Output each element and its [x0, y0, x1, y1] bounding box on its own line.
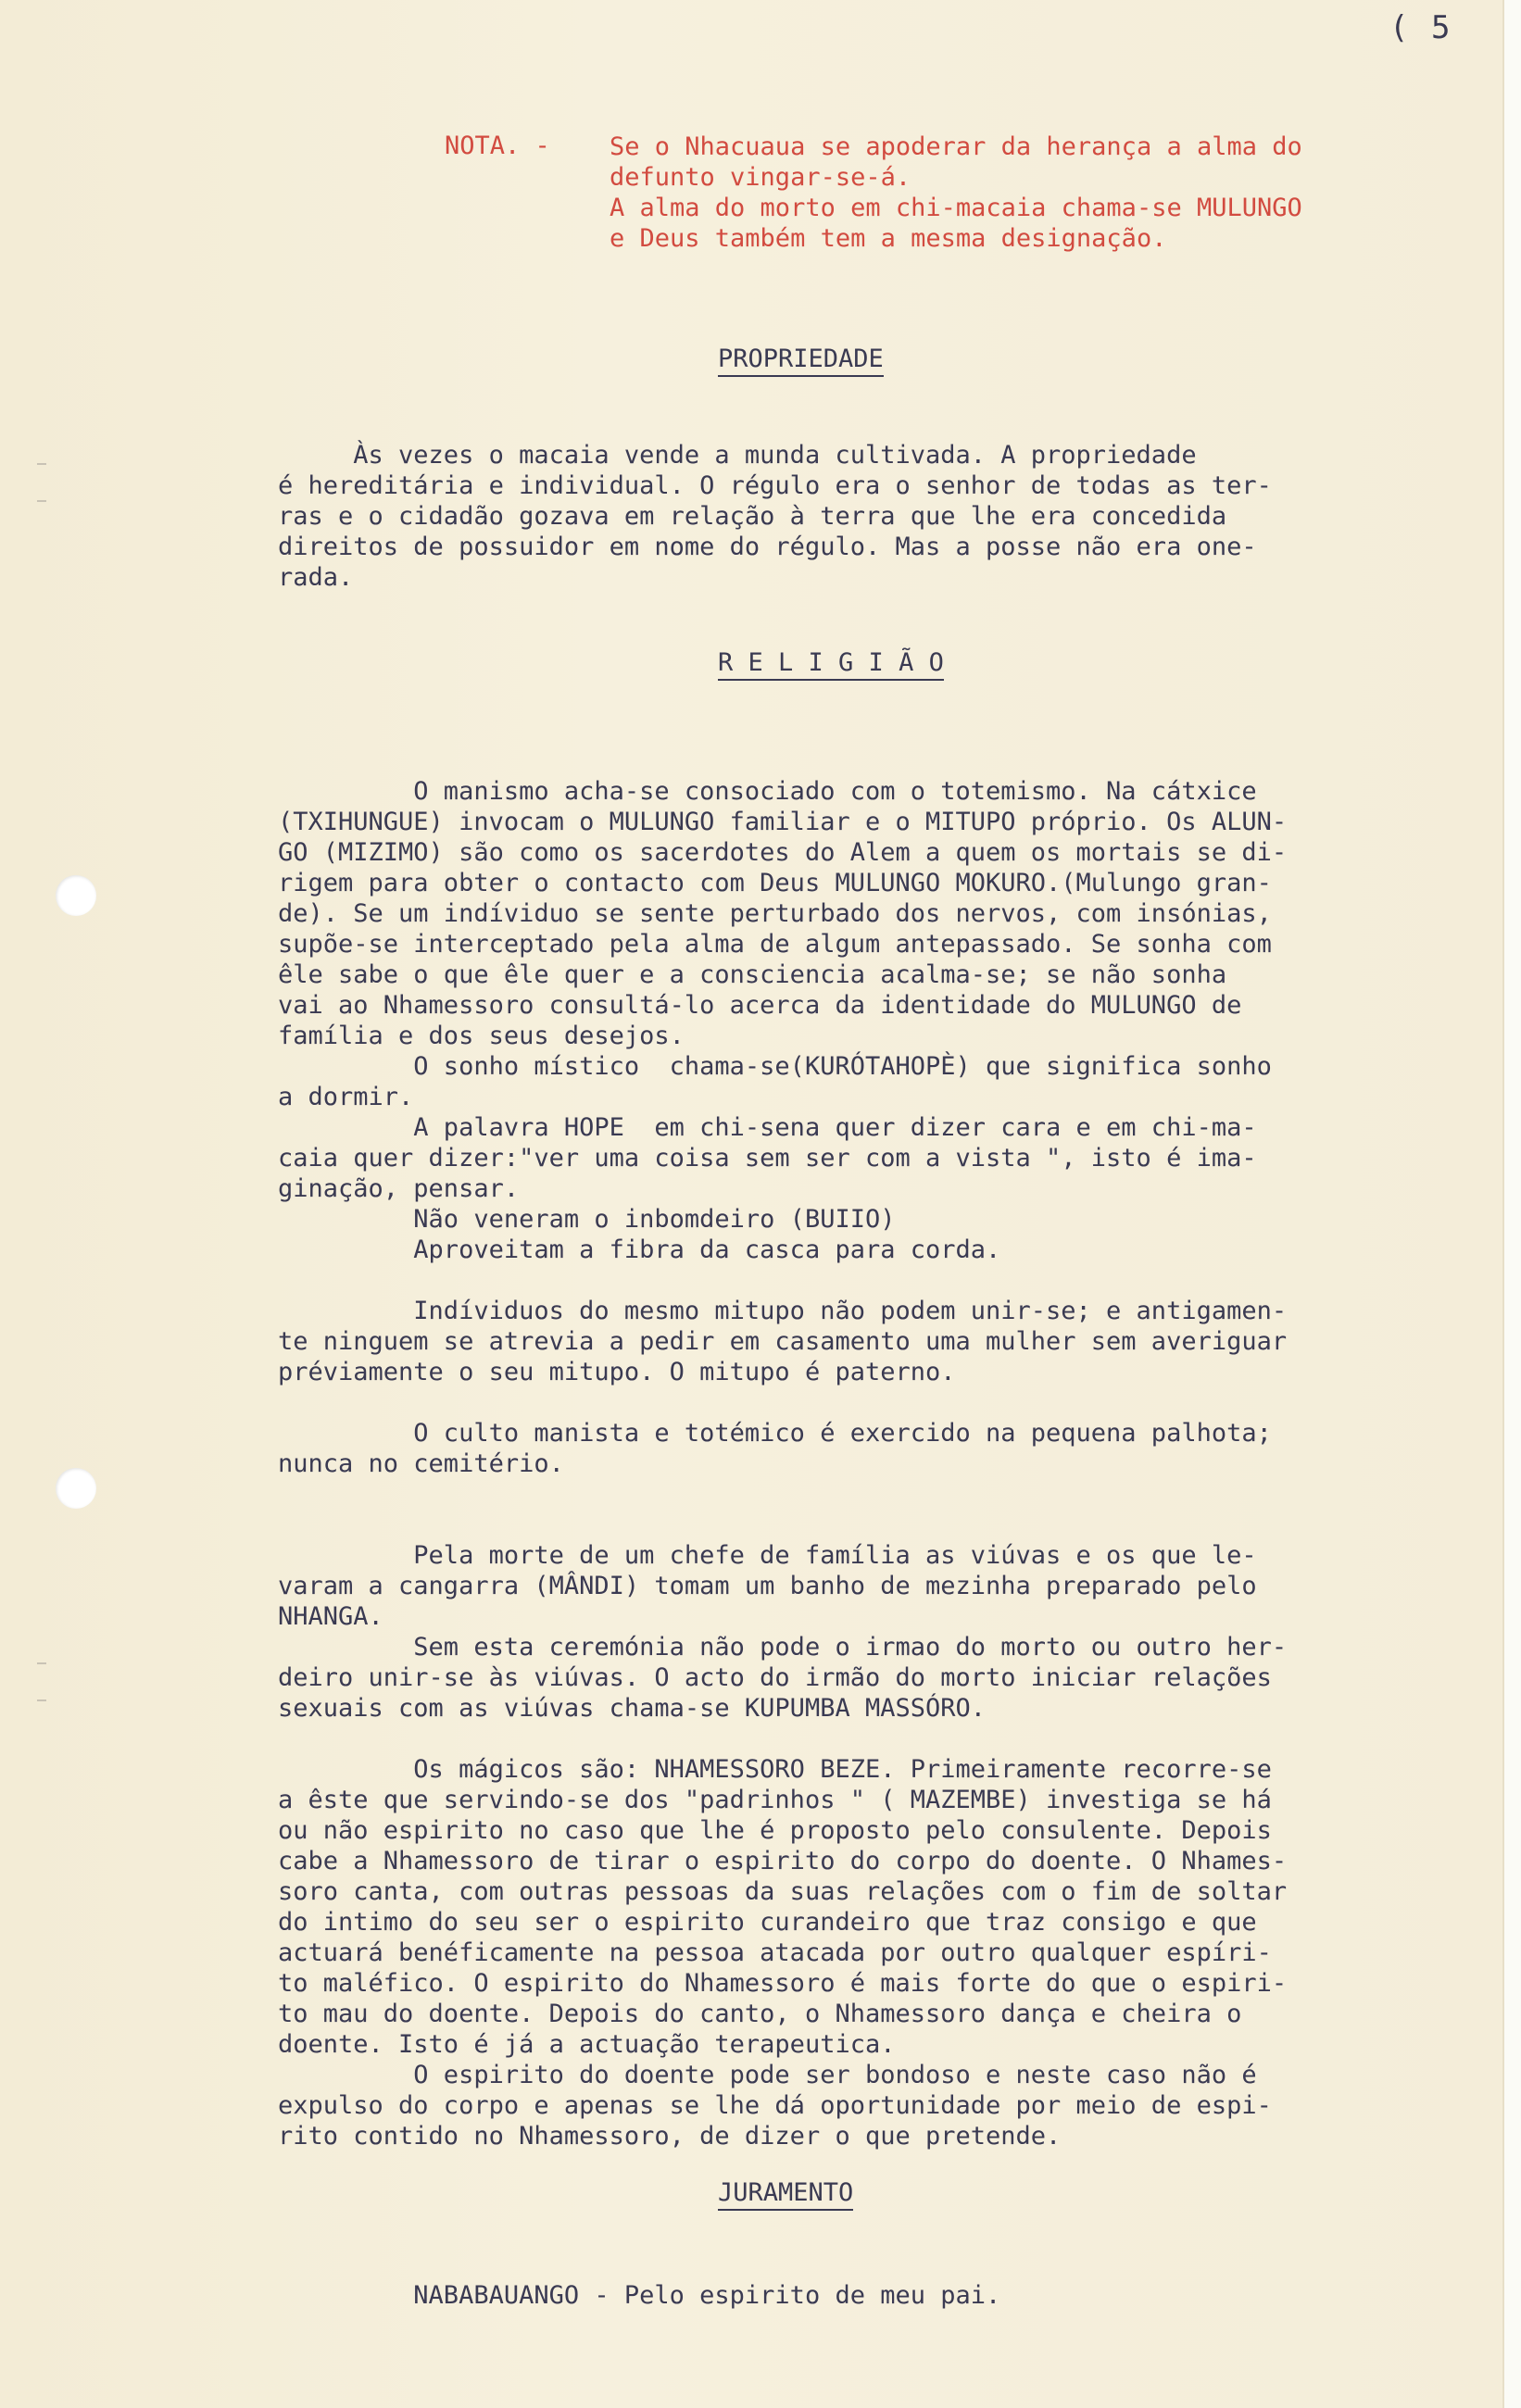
nota-line: defunto vingar-se-á.	[610, 163, 911, 192]
paragraph-line: NHANGA.	[278, 1602, 383, 1631]
paragraph-line: família e dos seus desejos.	[278, 1022, 685, 1050]
paragraph-line: nunca no cemitério.	[278, 1449, 564, 1478]
paragraph-line: A palavra HOPE em chi-sena quer dizer cara e em chi-ma-	[278, 1113, 1257, 1142]
heading-religiao: R E L I G I Ã O	[718, 648, 944, 681]
paragraph-line: actuará benéficamente na pessoa atacada por outro qualquer espíri-	[278, 1938, 1272, 1967]
paragraph-line: te ninguem se atrevia a pedir em casamento uma mulher sem averiguar	[278, 1327, 1288, 1356]
punch-hole-top	[56, 875, 96, 916]
margin-mark	[37, 1662, 46, 1664]
paragraph-line: GO (MIZIMO) são como os sacerdotes do Alem a quem os mortais se di-	[278, 838, 1288, 867]
paragraph-line: Pela morte de um chefe de família as viúvas e os que le-	[278, 1541, 1257, 1570]
margin-mark	[37, 1699, 46, 1701]
paragraph-line: préviamente o seu mitupo. O mitupo é paterno.	[278, 1358, 956, 1386]
paragraph-line: to maléfico. O espirito do Nhamessoro é mais forte do que o espiri-	[278, 1969, 1288, 1998]
nota-label: NOTA. -	[445, 132, 550, 160]
paragraph-line: O culto manista e totémico é exercido na pequena palhota;	[278, 1419, 1272, 1448]
heading-propriedade: PROPRIEDADE	[718, 345, 884, 377]
paragraph-line: varam a cangarra (MÂNDI) tomam um banho de mezinha preparado pelo	[278, 1572, 1257, 1600]
paragraph-line: caia quer dizer:"ver uma coisa sem ser com a vista ", isto é ima-	[278, 1144, 1257, 1173]
paragraph-line: a dormir.	[278, 1083, 414, 1111]
paragraph-line: direitos de possuidor em nome do régulo. Mas a posse não era one-	[278, 533, 1257, 561]
paragraph-line: NABABAUANGO - Pelo espirito de meu pai.	[278, 2281, 1001, 2310]
paragraph-line: Às vezes o macaia vende a munda cultivada. A propriedade	[278, 441, 1197, 470]
paragraph-line: (TXIHUNGUE) invocam o MULUNGO familiar e o MITUPO próprio. Os ALUN-	[278, 808, 1288, 836]
paragraph-line: a êste que servindo-se dos "padrinhos " ( MAZEMBE) investiga se há	[278, 1786, 1272, 1814]
paragraph-line: Não veneram o inbomdeiro (BUIIO)	[278, 1205, 896, 1234]
paragraph-line: sexuais com as viúvas chama-se KUPUMBA MASSÓRO.	[278, 1694, 987, 1723]
paragraph-line: é hereditária e individual. O régulo era o senhor de todas as ter-	[278, 471, 1272, 500]
paragraph-line: ras e o cidadão gozava em relação à terra que lhe era concedida	[278, 502, 1227, 531]
paragraph-line: supõe-se interceptado pela alma de algum antepassado. Se sonha com	[278, 930, 1272, 959]
paragraph-line: ginação, pensar.	[278, 1174, 520, 1203]
punch-hole-bottom	[56, 1468, 96, 1509]
paragraph-line: vai ao Nhamessoro consultá-lo acerca da identidade do MULUNGO de	[278, 991, 1242, 1020]
paragraph-line: O manismo acha-se consociado com o totemismo. Na cátxice	[278, 777, 1257, 806]
margin-mark	[37, 463, 46, 465]
paragraph-line: to mau do doente. Depois do canto, o Nhamessoro dança e cheira o	[278, 2000, 1242, 2028]
paragraph-line: deiro unir-se às viúvas. O acto do irmão do morto iniciar relações	[278, 1663, 1272, 1692]
paragraph-line: rito contido no Nhamessoro, de dizer o que pretende.	[278, 2122, 1062, 2151]
nota-line: e Deus também tem a mesma designação.	[610, 224, 1167, 253]
heading-juramento: JURAMENTO	[718, 2178, 853, 2211]
paragraph-line: rigem para obter o contacto com Deus MULUNGO MOKURO.(Mulungo gran-	[278, 869, 1272, 897]
paragraph-line: expulso do corpo e apenas se lhe dá oportunidade por meio de espi-	[278, 2091, 1272, 2120]
paragraph-line: do intimo do seu ser o espirito curandeiro que traz consigo e que	[278, 1908, 1257, 1937]
paragraph-line: Aproveitam a fibra da casca para corda.	[278, 1235, 1001, 1264]
paragraph-line: soro canta, com outras pessoas da suas relações com o fim de soltar	[278, 1877, 1288, 1906]
paragraph-line: O sonho místico chama-se(KURÓTAHOPÈ) que significa sonho	[278, 1052, 1272, 1081]
paragraph-line: rada.	[278, 563, 354, 592]
paragraph-line: cabe a Nhamessoro de tirar o espirito do corpo do doente. O Nhames-	[278, 1847, 1288, 1875]
paragraph-line: Os mágicos são: NHAMESSORO BEZE. Primeiramente recorre-se	[278, 1755, 1272, 1784]
paragraph-line: doente. Isto é já a actuação terapeutica.	[278, 2030, 896, 2059]
nota-line: A alma do morto em chi-macaia chama-se MULUNGO	[610, 194, 1302, 222]
paragraph-line: êle sabe o que êle quer e a consciencia acalma-se; se não sonha	[278, 960, 1227, 989]
paragraph-line: de). Se um indíviduo se sente perturbado dos nervos, com insónias,	[278, 899, 1272, 928]
paragraph-line: Sem esta ceremónia não pode o irmao do morto ou outro her-	[278, 1633, 1288, 1662]
margin-mark	[37, 500, 46, 502]
paragraph-line: ou não espirito no caso que lhe é proposto pelo consulente. Depois	[278, 1816, 1272, 1845]
nota-line: Se o Nhacuaua se apoderar da herança a alma do	[610, 132, 1302, 161]
paragraph-line: Indíviduos do mesmo mitupo não podem unir-se; e antigamen-	[278, 1297, 1288, 1325]
paragraph-line: O espirito do doente pode ser bondoso e neste caso não é	[278, 2061, 1257, 2089]
page-number: ( 5	[1389, 9, 1452, 46]
